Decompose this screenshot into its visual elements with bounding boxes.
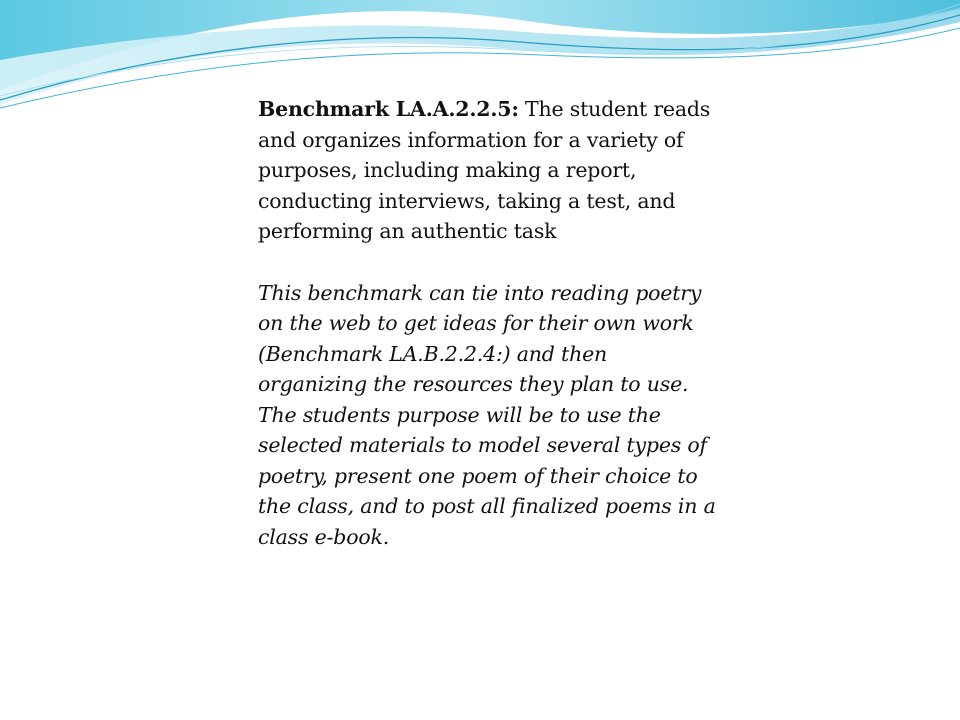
benchmark-text: The student reads and organizes information for a variety of purposes, including making a report, conducting interviews, taking a test, and performing an authentic task <box>258 97 711 243</box>
benchmark-paragraph <box>258 94 718 247</box>
explanation-paragraph: This benchmark can tie into reading poetry on the web to get ideas for their own work (Benchmark LA.B.2.2.4:) and then organizing the resources they plan to use. The students purpose will be to use the selected materials to model several types of poetry, present one poem of their choice to the class, and to post all finalized poems in a class e-book. <box>258 280 716 549</box>
benchmark-label: Benchmark LA.A.2.2.5: <box>258 97 519 121</box>
slide-body <box>258 94 718 552</box>
